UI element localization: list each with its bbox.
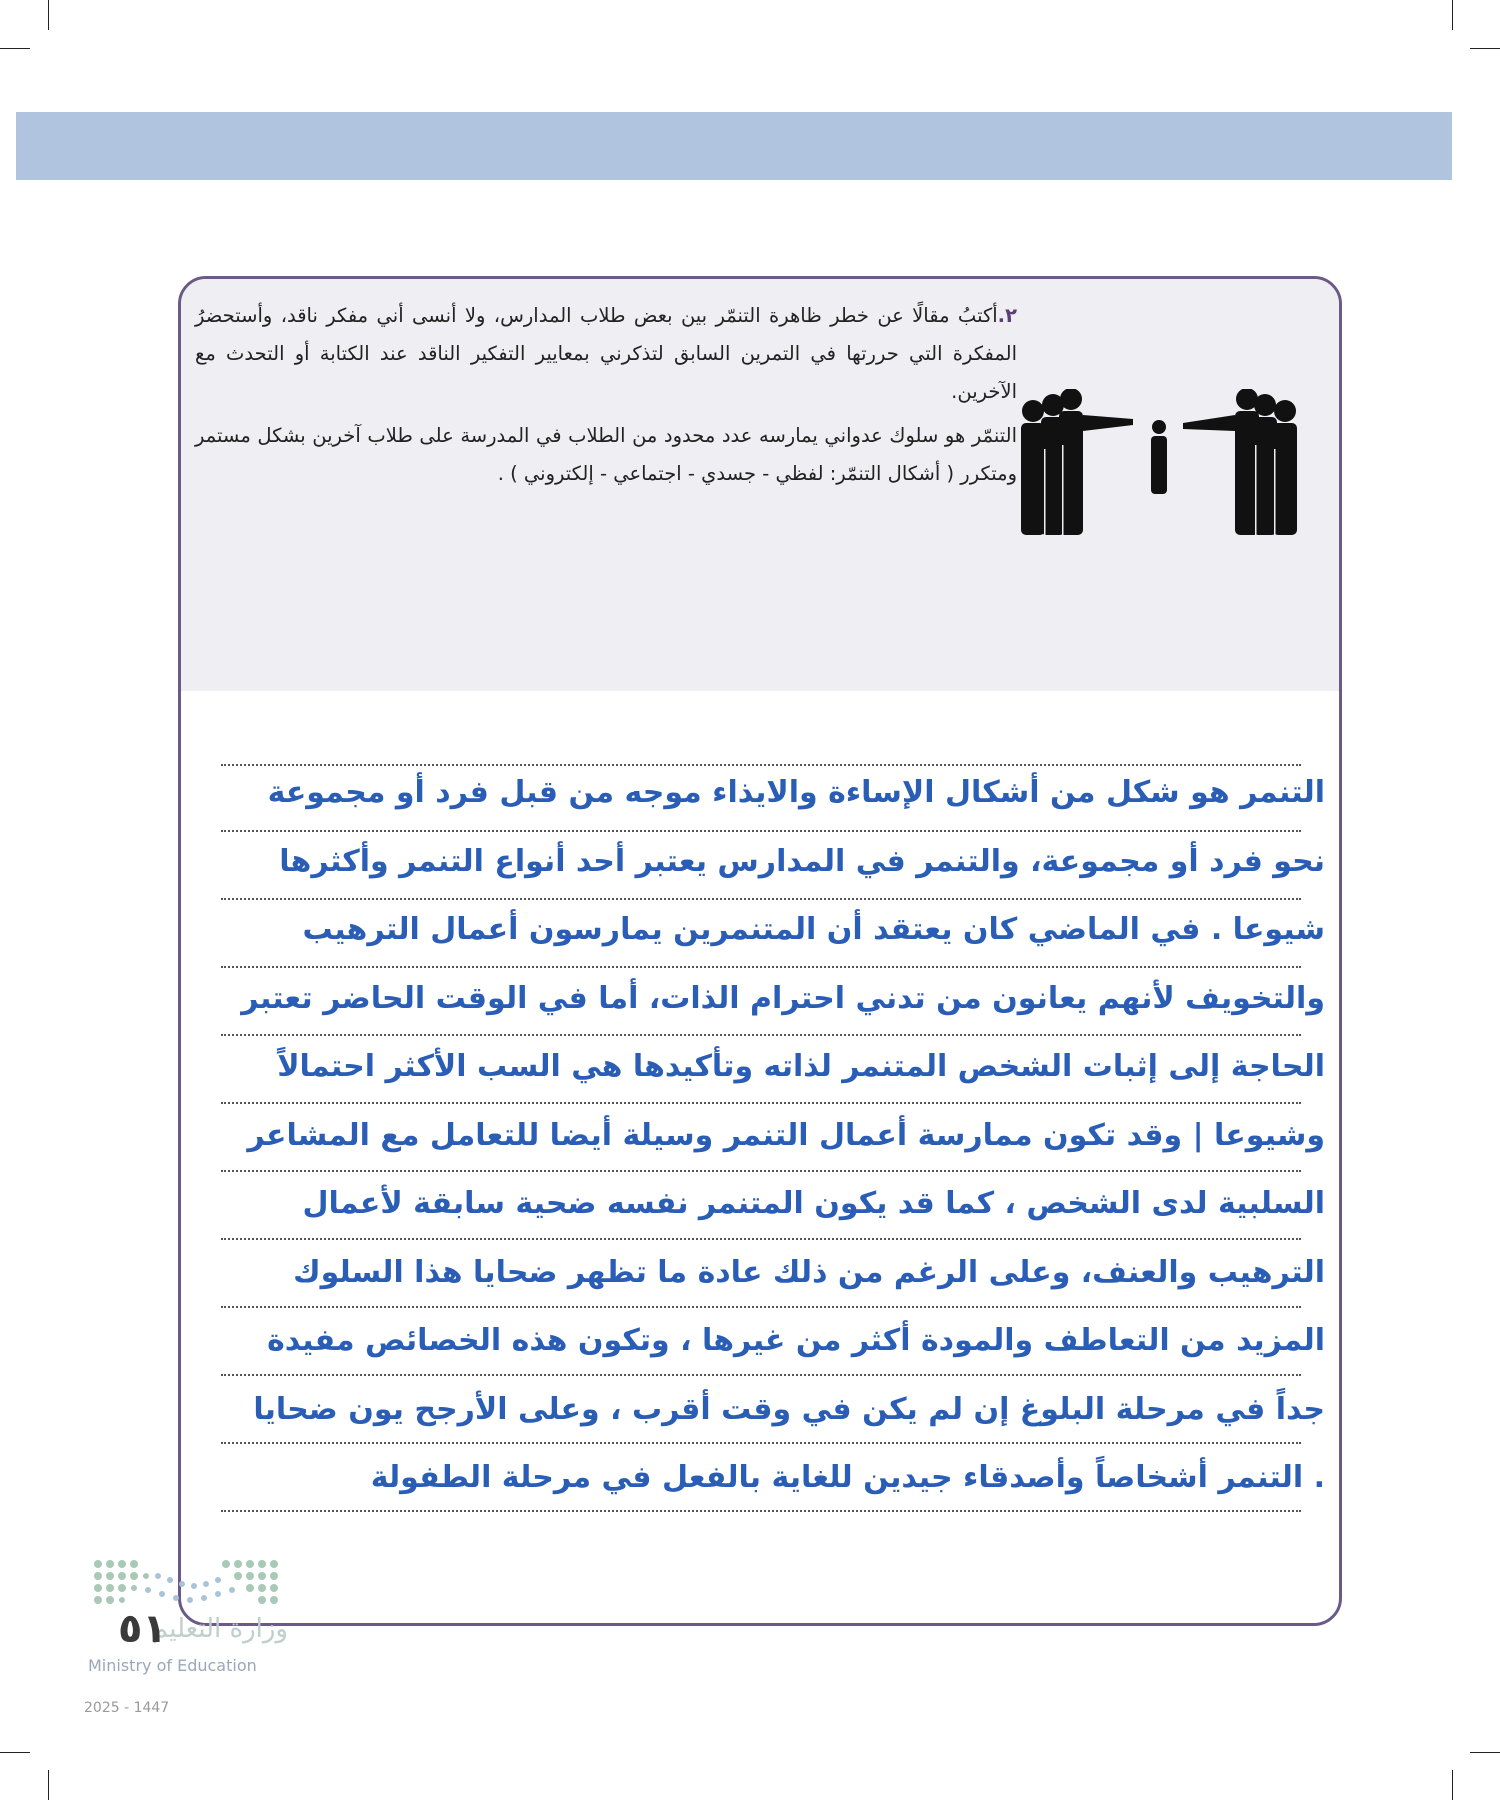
crop-mark xyxy=(1452,0,1453,30)
answer-line: التنمر هو شكل من أشكال الإساءة والايذاء موجه من قبل فرد أو مجموعة xyxy=(267,775,1325,810)
handwritten-answer xyxy=(195,759,1325,1513)
crop-mark xyxy=(0,48,30,49)
exercise-card xyxy=(178,276,1342,1626)
crop-mark xyxy=(1470,48,1500,49)
crop-mark xyxy=(1470,1752,1500,1753)
crop-mark xyxy=(0,1752,30,1753)
bullying-definition: التنمّر هو سلوك عدواني يمارسه عدد محدود من الطلاب في المدرسة على طلاب آخرين بشكل مستمر ومتكرر ( أشكال التنمّر: لفظي - جسدي - اجتماعي - إلكتروني ) . xyxy=(195,424,1017,485)
edition-year: 2025 - 1447 xyxy=(84,1700,170,1716)
crop-mark xyxy=(1452,1770,1453,1800)
exercise-number: ٢. xyxy=(997,304,1017,327)
answer-line: وشيوعا | وقد تكون ممارسة أعمال التنمر وسيلة أيضا للتعامل مع المشاعر xyxy=(247,1117,1325,1153)
answer-line: الحاجة إلى إثبات الشخص المتنمر لذاته وتأكيدها هي السب الأكثر احتمالاً xyxy=(277,1049,1325,1084)
answer-line: السلبية لدى الشخص ، كما قد يكون المتنمر نفسه ضحية سابقة لأعمال xyxy=(302,1186,1325,1221)
answer-line: الترهيب والعنف، وعلى الرغم من ذلك عادة ما تظهر ضحايا هذا السلوك xyxy=(293,1254,1325,1290)
crop-mark xyxy=(48,1770,49,1800)
ministry-name-en: Ministry of Education xyxy=(88,1656,257,1675)
answer-line: نحو فرد أو مجموعة، والتنمر في المدارس يعتبر أحد أنواع التنمر وأكثرها xyxy=(279,843,1325,879)
ministry-logo-dots-icon xyxy=(88,1556,288,1612)
ministry-logo xyxy=(70,1556,290,1726)
answer-line: شيوعا . في الماضي كان يعتقد أن المتنمرين يمارسون أعمال الترهيب xyxy=(302,912,1325,947)
answer-line: والتخويف لأنهم يعانون من تدني احترام الذات، أما في الوقت الحاضر تعتبر xyxy=(241,980,1325,1016)
prompt-paragraph xyxy=(195,297,1017,411)
answer-line: المزيد من التعاطف والمودة أكثر من غيرها ، وتكون هذه الخصائص مفيدة xyxy=(267,1323,1325,1358)
bullying-group-pointing-icon xyxy=(1019,389,1329,539)
page-number: ٥١ xyxy=(118,1606,167,1652)
answer-line: . التنمر أشخاصاً وأصدقاء جيدين للغاية بالفعل في مرحلة الطفولة xyxy=(370,1460,1325,1495)
exercise-prompt xyxy=(195,297,1017,493)
ministry-name-ar: وزارة التعليم xyxy=(151,1614,288,1644)
prompt-text: أكتبُ مقالًا عن خطر ظاهرة التنمّر بين بعض طلاب المدارس، ولا أنسى أني مفكر ناقد، وأستحضرُ المفكرة التي حررتها في التمرين السابق لتذكرني بمعايير التفكير الناقد عند الكتابة أو التحدث مع الآخرين. xyxy=(195,304,1017,403)
crop-mark xyxy=(48,0,49,30)
header-band xyxy=(16,112,1452,180)
answer-line: جداً في مرحلة البلوغ إن لم يكن في وقت أقرب ، وعلى الأرجح يون ضحايا xyxy=(253,1391,1325,1427)
